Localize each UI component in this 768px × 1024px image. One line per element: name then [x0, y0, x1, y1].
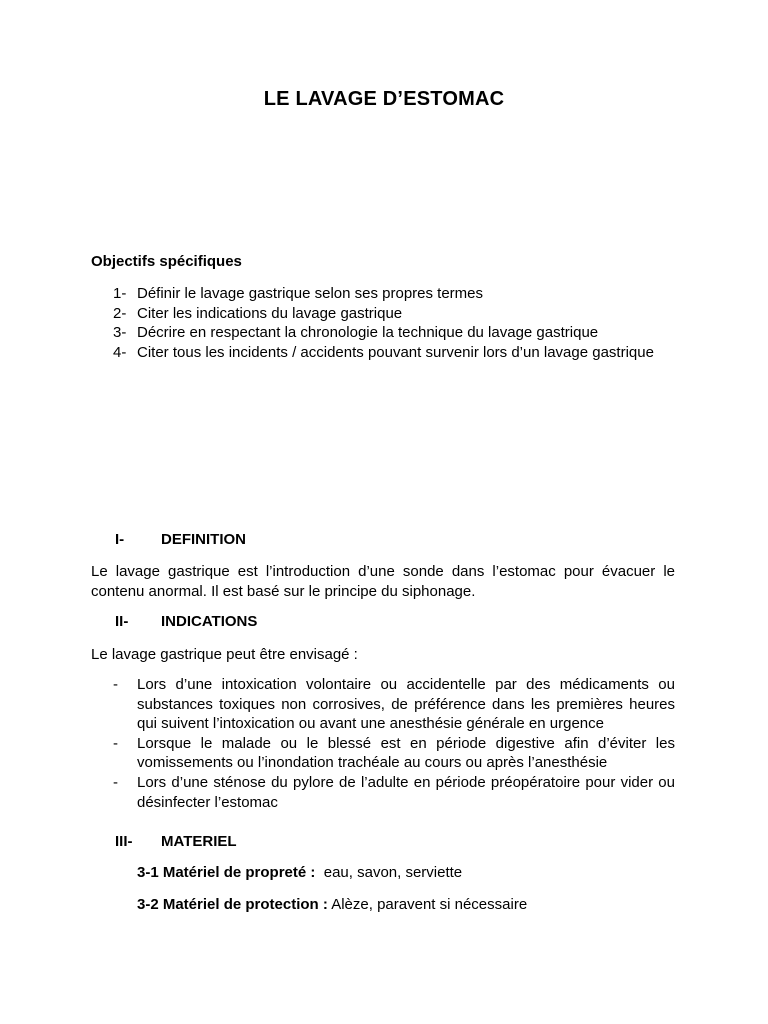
list-item: [113, 675, 675, 734]
list-item: [113, 734, 675, 773]
bullet-text: Lors d’une intoxication volontaire ou accidentelle par des médicaments ou substances toxiques non corrosives, de préférence dans les premières heures qui suivent l’intoxication ou avant une anesthésie générale en urgence: [137, 676, 675, 733]
objective-number: 1-: [113, 285, 127, 302]
section-title: INDICATIONS: [161, 613, 258, 630]
document-title: LE LAVAGE D’ESTOMAC: [263, 88, 505, 110]
materiel-item-label: 3-1 Matériel de propreté :: [137, 864, 316, 881]
objective-text: Décrire en respectant la chronologie la technique du lavage gastrique: [137, 324, 599, 341]
objectives-heading: Objectifs spécifiques: [91, 253, 242, 270]
bullet-text: Lors d’une sténose du pylore de l’adulte en période préopératoire pour vider ou désinfecter l’estomac: [137, 773, 675, 811]
section-heading-definition: [115, 531, 246, 548]
objective-text: Citer tous les incidents / accidents pouvant survenir lors d’un lavage gastrique: [137, 343, 654, 361]
materiel-item-proprete: [137, 864, 462, 881]
materiel-item-label: 3-2 Matériel de protection :: [137, 896, 328, 913]
objective-text: Définir le lavage gastrique selon ses propres termes: [137, 285, 484, 302]
objective-item: [113, 304, 693, 324]
bullet-dash: -: [113, 676, 118, 693]
materiel-item-text: eau, savon, serviette: [323, 864, 463, 881]
section-heading-indications: [115, 613, 257, 630]
section-heading-materiel: [115, 833, 237, 850]
section-number: I-: [115, 531, 125, 548]
objective-number: 3-: [113, 324, 127, 341]
objective-number: 4-: [113, 343, 127, 361]
materiel-item-text: Alèze, paravent si nécessaire: [331, 896, 528, 913]
section-number: II-: [115, 613, 129, 630]
definition-paragraph: Le lavage gastrique est l’introduction d’une sonde dans l’estomac pour évacuer le contenu anormal. Il est basé sur le principe du siphonage.: [91, 563, 675, 600]
objective-item: [113, 343, 693, 363]
section-title: DEFINITION: [161, 531, 246, 548]
section-number: III-: [115, 833, 133, 850]
list-item: [113, 773, 675, 812]
objectives-list: [113, 284, 693, 362]
indications-list: [113, 675, 675, 812]
bullet-dash: -: [113, 773, 118, 791]
bullet-text: Lorsque le malade ou le blessé est en période digestive afin d’éviter les vomissements ou l’inondation trachéale au cours ou après l’anesthésie: [137, 734, 675, 772]
section-title: MATERIEL: [161, 833, 237, 850]
objective-item: [113, 284, 693, 304]
objective-number: 2-: [113, 304, 127, 322]
indications-paragraph: Le lavage gastrique peut être envisagé :: [91, 646, 358, 663]
materiel-item-protection: [137, 896, 527, 913]
bullet-dash: -: [113, 734, 118, 752]
objective-text: Citer les indications du lavage gastrique: [137, 304, 403, 322]
objective-item: [113, 323, 693, 343]
